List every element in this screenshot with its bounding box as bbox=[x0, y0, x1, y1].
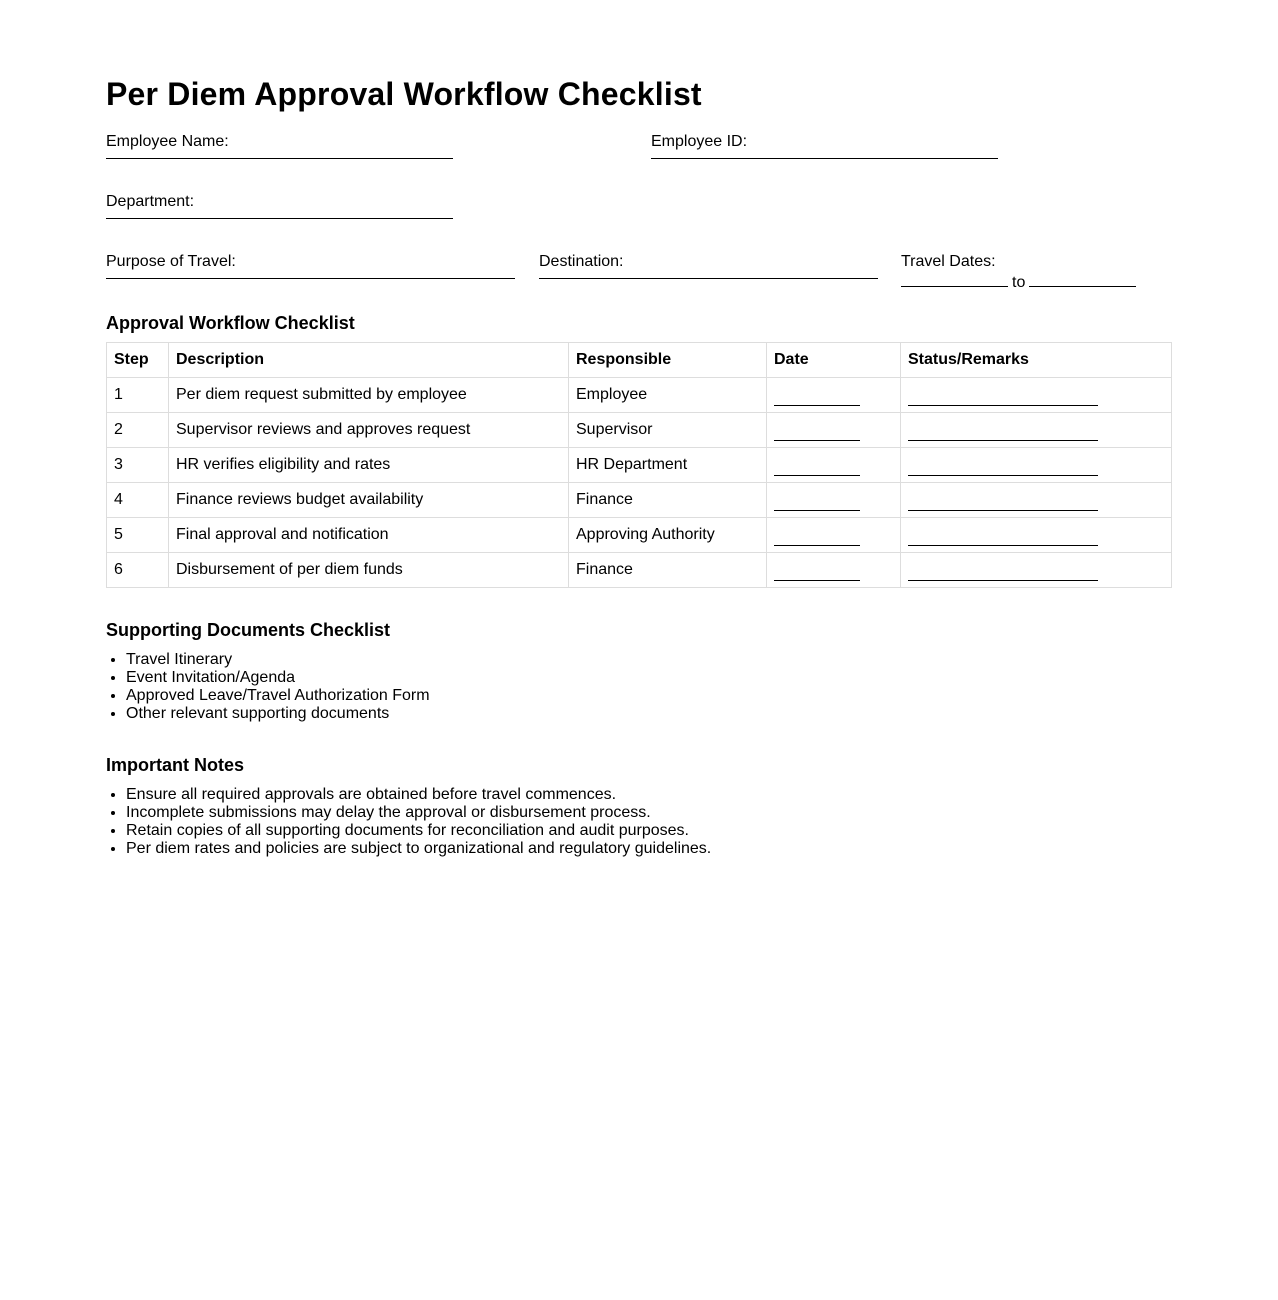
description-cell: Final approval and notification bbox=[169, 518, 569, 553]
status-blank[interactable] bbox=[908, 531, 1098, 546]
table-row bbox=[107, 553, 1172, 588]
field-row-travel bbox=[106, 252, 1172, 310]
travel-dates-field bbox=[901, 252, 1141, 293]
travel-date-start-line[interactable] bbox=[901, 272, 1008, 287]
step-cell: 4 bbox=[107, 483, 169, 518]
employee-name-line[interactable] bbox=[106, 158, 453, 159]
date-cell bbox=[767, 413, 901, 448]
table-row bbox=[107, 378, 1172, 413]
purpose-field[interactable] bbox=[106, 252, 515, 279]
date-blank[interactable] bbox=[774, 461, 860, 476]
step-cell: 5 bbox=[107, 518, 169, 553]
document-page bbox=[106, 74, 1172, 858]
description-cell: Per diem request submitted by employee bbox=[169, 378, 569, 413]
workflow-table bbox=[106, 342, 1172, 588]
responsible-cell: Finance bbox=[569, 553, 767, 588]
status-cell bbox=[901, 378, 1172, 413]
description-cell: Finance reviews budget availability bbox=[169, 483, 569, 518]
purpose-line[interactable] bbox=[106, 278, 515, 279]
list-item: • Event Invitation/Agenda bbox=[126, 669, 1172, 687]
list-item: • Per diem rates and policies are subject to organizational and regulatory guidelines. bbox=[126, 840, 1172, 858]
travel-date-end-line[interactable] bbox=[1029, 272, 1136, 287]
column-header-date: Date bbox=[767, 343, 901, 378]
notes-heading: Important Notes bbox=[106, 755, 245, 775]
list-item: • Retain copies of all supporting documents for reconciliation and audit purposes. bbox=[126, 822, 1172, 840]
status-cell bbox=[901, 483, 1172, 518]
supporting-heading: Supporting Documents Checklist bbox=[106, 620, 391, 640]
step-cell: 3 bbox=[107, 448, 169, 483]
responsible-cell: Approving Authority bbox=[569, 518, 767, 553]
status-cell bbox=[901, 413, 1172, 448]
department-field[interactable] bbox=[106, 192, 453, 219]
employee-id-label: Employee ID: bbox=[651, 133, 748, 150]
destination-line[interactable] bbox=[539, 278, 878, 279]
employee-name-label: Employee Name: bbox=[106, 133, 229, 150]
destination-label: Destination: bbox=[539, 253, 624, 270]
column-header-step: Step bbox=[107, 343, 169, 378]
column-header-status: Status/Remarks bbox=[901, 343, 1172, 378]
date-blank[interactable] bbox=[774, 391, 860, 406]
table-row bbox=[107, 448, 1172, 483]
step-cell: 2 bbox=[107, 413, 169, 448]
purpose-label: Purpose of Travel: bbox=[106, 253, 236, 270]
department-label: Department: bbox=[106, 193, 195, 210]
column-header-responsible: Responsible bbox=[569, 343, 767, 378]
table-row bbox=[107, 483, 1172, 518]
date-cell bbox=[767, 553, 901, 588]
status-cell bbox=[901, 448, 1172, 483]
travel-dates-to: to bbox=[1012, 274, 1026, 291]
responsible-cell: HR Department bbox=[569, 448, 767, 483]
field-row-employee bbox=[106, 132, 1172, 192]
list-item: • Other relevant supporting documents bbox=[126, 705, 1172, 723]
list-item: • Incomplete submissions may delay the approval or disbursement process. bbox=[126, 804, 1172, 822]
description-cell: Disbursement of per diem funds bbox=[169, 553, 569, 588]
step-cell: 1 bbox=[107, 378, 169, 413]
date-cell bbox=[767, 448, 901, 483]
status-cell bbox=[901, 553, 1172, 588]
date-cell bbox=[767, 378, 901, 413]
field-row-department bbox=[106, 192, 1172, 252]
employee-id-field[interactable] bbox=[651, 132, 998, 159]
supporting-list bbox=[106, 651, 1172, 723]
column-header-description: Description bbox=[169, 343, 569, 378]
status-blank[interactable] bbox=[908, 426, 1098, 441]
responsible-cell: Finance bbox=[569, 483, 767, 518]
workflow-header-row bbox=[107, 343, 1172, 378]
table-row bbox=[107, 413, 1172, 448]
list-item: • Travel Itinerary bbox=[126, 651, 1172, 669]
travel-dates-inputs bbox=[901, 272, 1141, 293]
list-item: • Approved Leave/Travel Authorization Form bbox=[126, 687, 1172, 705]
step-cell: 6 bbox=[107, 553, 169, 588]
date-blank[interactable] bbox=[774, 496, 860, 511]
list-item: • Ensure all required approvals are obtained before travel commences. bbox=[126, 786, 1172, 804]
responsible-cell: Employee bbox=[569, 378, 767, 413]
employee-name-field[interactable] bbox=[106, 132, 453, 159]
employee-id-line[interactable] bbox=[651, 158, 998, 159]
travel-dates-label: Travel Dates: bbox=[901, 253, 996, 270]
table-row bbox=[107, 518, 1172, 553]
date-blank[interactable] bbox=[774, 531, 860, 546]
date-cell bbox=[767, 483, 901, 518]
description-cell: HR verifies eligibility and rates bbox=[169, 448, 569, 483]
workflow-heading: Approval Workflow Checklist bbox=[106, 313, 355, 333]
notes-list bbox=[106, 786, 1172, 858]
status-blank[interactable] bbox=[908, 496, 1098, 511]
description-cell: Supervisor reviews and approves request bbox=[169, 413, 569, 448]
date-blank[interactable] bbox=[774, 426, 860, 441]
status-blank[interactable] bbox=[908, 461, 1098, 476]
date-cell bbox=[767, 518, 901, 553]
status-cell bbox=[901, 518, 1172, 553]
date-blank[interactable] bbox=[774, 566, 860, 581]
department-line[interactable] bbox=[106, 218, 453, 219]
destination-field[interactable] bbox=[539, 252, 878, 279]
status-blank[interactable] bbox=[908, 391, 1098, 406]
status-blank[interactable] bbox=[908, 566, 1098, 581]
responsible-cell: Supervisor bbox=[569, 413, 767, 448]
page-title: Per Diem Approval Workflow Checklist bbox=[106, 76, 702, 112]
